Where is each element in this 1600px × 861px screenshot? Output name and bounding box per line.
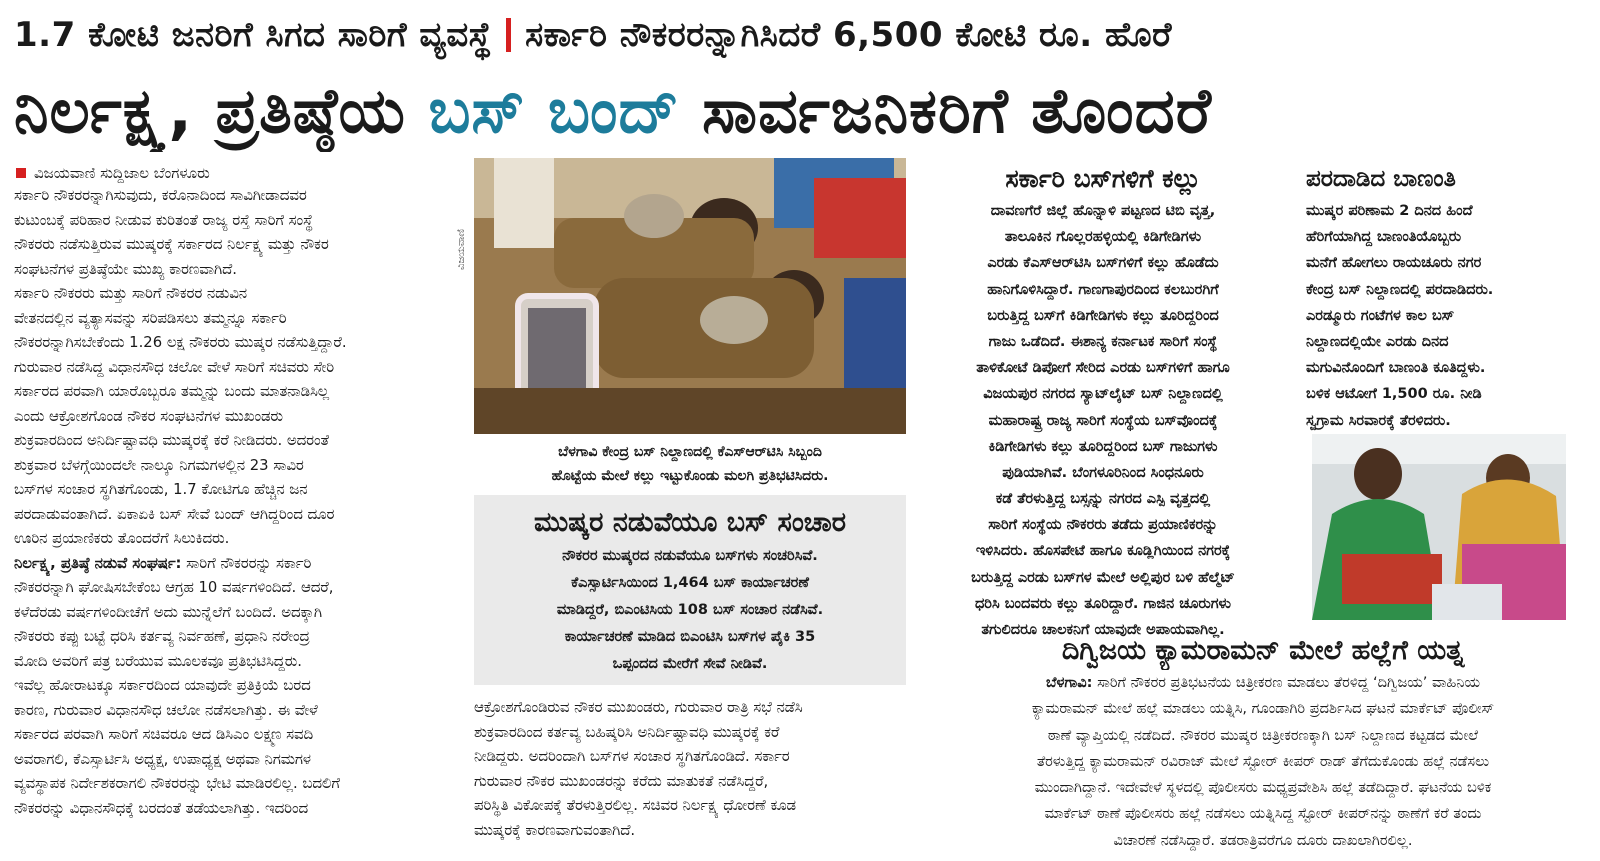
headline-accent: ಬಸ್ ಬಂದ್: [428, 74, 680, 147]
main-story-line: ಊರಿನ ಪ್ರಯಾಣಿಕರು ತೊಂದರೆಗೆ ಸಿಲುಕಿದರು.: [14, 530, 230, 547]
main-story-line: ಸರ್ಕಾರದ ಪರವಾಗಿ ಯಾರೊಬ್ಬರೂ ತಮ್ಮನ್ನು ಬಂದು ಮಾತನಾಡಿಸಿಲ್ಲ: [14, 383, 330, 400]
byline: [16, 162, 446, 184]
camera-story-first-line: [940, 670, 1586, 696]
stone-story-line: ಧರಿಸಿ ಬಂದವರು ಕಲ್ಲು ತೂರಿದ್ದಾರೆ. ಗಾಜಿನ ಚೂರುಗಳು: [974, 595, 1232, 612]
main-story-column: [14, 184, 454, 854]
box-story-line: ನೌಕರರ ಮುಷ್ಕರದ ನಡುವೆಯೂ ಬಸ್‌ಗಳು ಸಂಚರಿಸಿವೆ.: [562, 548, 818, 564]
headline-part-1: ನಿರ್ಲಕ್ಷ್ಯ, ಪ್ರತಿಷ್ಠೆಯ: [14, 74, 429, 147]
mother-story-line: ಕೇಂದ್ರ ಬಸ್ ನಿಲ್ದಾಣದಲ್ಲಿ ಪರದಾಡಿದರು.: [1306, 281, 1494, 298]
photo-credit: ವಿಜಯವಾಣಿ: [456, 229, 467, 270]
main-story-line: ವೇತನದಲ್ಲಿನ ವ್ಯತ್ಯಾಸವನ್ನು ಸರಿಪಡಿಸಲು ತಮ್ಮನ್ನೂ ಸರ್ಕಾರಿ: [14, 309, 287, 327]
main-story-subhead: ನಿರ್ಲಕ್ಷ್ಯ, ಪ್ರತಿಷ್ಠೆ ನಡುವೆ ಸಂಘರ್ಷ:: [14, 554, 182, 572]
stone-story-line: ಹಾನಿಗೊಳಿಸಿದ್ದಾರೆ. ಗಾಣಗಾಪುರದಿಂದ ಕಲಬುರಗಿಗೆ: [987, 281, 1219, 298]
stone-story-line: ಬರುತ್ತಿದ್ದ ಎರಡು ಬಸ್‌ಗಳ ಮೇಲೆ ಅಲ್ಲಿಪುರ ಬಳಿ ಹೆಲ್ಮೆಟ್: [971, 569, 1235, 586]
stone-story-line: ಇಳಿಸಿದರು. ಹೊಸಪೇಟೆ ಹಾಗೂ ಕೂಡ್ಲಿಗಿಯಿಂದ ನಗರಕ್ಕೆ: [975, 543, 1231, 560]
box-story-line: ಮಾಡಿದ್ದರೆ, ಬಿಎಂಟಿಸಿಯ 108 ಬಸ್ ಸಂಚಾರ ನಡೆಸಿವೆ.: [556, 602, 824, 618]
strap-headline: [14, 6, 1586, 64]
camera-story-body: [940, 670, 1586, 854]
main-story-line: ಸರ್ಕಾರದ ಪರವಾಗಿ ಸಾರಿಗೆ ಸಚಿವರೂ ಆದ ಡಿಸಿಎಂ ಲಕ್ಷ್ಮಣ ಸವದಿ: [14, 726, 314, 743]
stone-story-line: ಕಿಡಿಗೇಡಿಗಳು ಕಲ್ಲು ತೂರಿದ್ದರಿಂದ ಬಸ್ ಗಾಜುಗಳು: [988, 438, 1218, 455]
stone-story-title: ಸರ್ಕಾರಿ ಬಸ್‌ಗಳಿಗೆ ಕಲ್ಲು: [1005, 164, 1201, 193]
camera-story-line: ತೆರಳುತ್ತಿದ್ದ ಕ್ಯಾಮರಾಮನ್ ರವಿರಾಜ್ ಮೇಲೆ ಸ್ಟೋರ್ ಕೀಪರ್ ರಾಡ್ ತೆಗೆದುಕೊಂಡು ಹಲ್ಲೆ ನಡೆಸಲು: [1036, 753, 1490, 770]
strap-left-text: 1.7 ಕೋಟಿ ಜನರಿಗೆ ಸಿಗದ ಸಾರಿಗೆ ವ್ಯವಸ್ಥೆ: [14, 15, 493, 55]
main-story-line: ಶುಕ್ರವಾರ ಬೆಳಗ್ಗೆಯಿಂದಲೇ ನಾಲ್ಕೂ ನಿಗಮಗಳಲ್ಲಿನ 23 ಸಾವಿರ: [14, 456, 304, 474]
main-story-line: ಸರ್ಕಾರಿ ನೌಕರರನ್ನಾಗಿಸುವುದು, ಕರೊನಾದಿಂದ ಸಾವಿಗೀಡಾದವರ: [14, 187, 307, 204]
mother-photo-illustration: [1312, 434, 1566, 620]
continued-line: ಶುಕ್ರವಾರದಿಂದ ಕರ್ತವ್ಯ ಬಹಿಷ್ಕರಿಸಿ ಅನಿರ್ದಿಷ್ಟಾವಧಿ ಮುಷ್ಕರಕ್ಕೆ ಕರೆ: [474, 723, 780, 741]
cameraman-attack-story: [940, 632, 1586, 856]
main-story-line: ಮೋದಿ ಅವರಿಗೆ ಪತ್ರ ಬರೆಯುವ ಮೂಲಕವೂ ಪ್ರತಿಭಟಿಸಿದ್ದರು.: [14, 652, 302, 670]
main-story-line: ನೌಕರರು ನಡೆಸುತ್ತಿರುವ ಮುಷ್ಕರಕ್ಕೆ ಸರ್ಕಾರದ ನಿರ್ಲಕ್ಷ್ಯ ಮತ್ತು ನೌಕರ: [14, 236, 329, 253]
mother-story-body: [1306, 198, 1588, 434]
camera-story-title: ದಿಗ್ವಿಜಯ ಕ್ಯಾಮರಾಮನ್ ಮೇಲೆ ಹಲ್ಲೆಗೆ ಯತ್ನ: [1061, 635, 1465, 666]
main-story-line: ಎಂದು ಆಕ್ರೋಶಗೊಂಡ ನೌಕರ ಸಂಘಟನೆಗಳ ಮುಖಂಡರು: [14, 407, 283, 425]
main-story-line: ನೌಕರರನ್ನಾಗಿ ಘೋಷಿಸಬೇಕೆಂಬ ಆಗ್ರಹ 10 ವರ್ಷಗಳಿಂದಿದೆ. ಆದರೆ,: [14, 579, 334, 596]
main-story-line: ಸರ್ಕಾರಿ ನೌಕರರು ಮತ್ತು ಸಾರಿಗೆ ನೌಕರರ ನಡುವಿನ: [14, 285, 248, 302]
main-story-line: ಗುರುವಾರ ನಡೆಸಿದ್ದ ವಿಧಾನಸೌಧ ಚಲೋ ವೇಳೆ ಸಾರಿಗೆ ಸಚಿವರು ಸೇರಿ: [14, 358, 335, 376]
mother-story-line: ನಿಲ್ದಾಣದಲ್ಲಿಯೇ ಎರಡು ದಿನದ: [1306, 333, 1449, 350]
strap-separator: [506, 18, 511, 52]
box-story-line: ಕೆಎಸ್ಸಾರ್ಟಿಸಿಯಿಂದ 1,464 ಬಸ್ ಕಾರ್ಯಾಚರಣೆ: [571, 575, 809, 591]
main-story-line: ಸಂಘಟನೆಗಳ ಪ್ರತಿಷ್ಠೆಯೇ ಮುಖ್ಯ ಕಾರಣವಾಗಿದೆ.: [14, 260, 237, 278]
protest-photo-illustration: [474, 158, 906, 434]
main-story-line: ವ್ಯವಸ್ಥಾಪಕ ನಿರ್ದೇಶಕರಾಗಲಿ ನೌಕರರನ್ನು ಭೇಟಿ ಮಾಡಿರಲಿಲ್ಲ. ಬದಲಿಗೆ: [14, 775, 340, 792]
main-story-line: ಕುಟುಂಬಕ್ಕೆ ಪರಿಹಾರ ನೀಡುವ ಕುರಿತಂತೆ ರಾಜ್ಯ ರಸ್ತೆ ಸಾರಿಗೆ ಸಂಸ್ಥೆ: [14, 211, 314, 229]
stone-story-line: ಎರಡು ಕೆಎಸ್‌ಆರ್‌ಟಿಸಿ ಬಸ್‌ಗಳಿಗೆ ಕಲ್ಲು ಹೊಡೆದು: [987, 255, 1219, 272]
continued-line: ಗುರುವಾರ ನೌಕರ ಮುಖಂಡರನ್ನು ಕರೆದು ಮಾತುಕತೆ ನಡೆಸಿದ್ದರೆ,: [474, 772, 769, 790]
stone-story-line: ಬರುತ್ತಿದ್ದ ಬಸ್‌ಗೆ ಕಿಡಿಗೇಡಿಗಳು ಕಲ್ಲು ತೂರಿದ್ದರಿಂದ: [987, 307, 1219, 324]
main-headline: [14, 70, 1586, 152]
stone-story-line: ದಾವಣಗೆರೆ ಜಿಲ್ಲೆ ಹೊನ್ನಾಳಿ ಪಟ್ಟಣದ ಟಿಬಿ ವೃತ್ತ,: [990, 203, 1216, 219]
stone-story-line: ತಾಲೂಕಿನ ಗೊಲ್ಲರಹಳ್ಳಿಯಲ್ಲಿ ಕಿಡಿಗೇಡಿಗಳು: [1004, 229, 1202, 246]
stone-story-line: ತಾಳಿಕೋಟೆ ಡಿಪೋಗೆ ಸೇರಿದ ಎರಡು ಬಸ್‌ಗಳಿಗೆ ಹಾಗೂ: [976, 360, 1230, 377]
mother-story-title: ಪರದಾಡಿದ ಬಾಣಂತಿ: [1306, 166, 1456, 192]
camera-story-dateline: ಬೆಳಗಾವಿ:: [1045, 675, 1093, 691]
camera-story-line: ಕ್ಯಾಮರಾಮನ್ ಮೇಲೆ ಹಲ್ಲೆ ಮಾಡಲು ಯತ್ನಿಸಿ, ಗೂಂಡಾಗಿರಿ ಪ್ರದರ್ಶಿಸಿದ ಘಟನೆ ಮಾರ್ಕೆಟ್ ಪೊಲೀಸ್: [1031, 701, 1495, 718]
stone-story-line: ಸಾರಿಗೆ ಸಂಸ್ಥೆಯ ನೌಕರರು ತಡೆದು ಪ್ರಯಾಣಿಕರನ್ನು: [988, 517, 1218, 534]
box-story-line: ಕಾರ್ಯಾಚರಣೆ ಮಾಡಿದ ಬಿಎಂಟಿಸಿ ಬಸ್‌ಗಳ ಪೈಕಿ 35: [564, 629, 816, 645]
continued-line: ಪರಿಸ್ಥಿತಿ ವಿಕೋಪಕ್ಕೆ ತೆರಳುತ್ತಿರಲಿಲ್ಲ. ಸಚಿವರ ನಿರ್ಲಕ್ಷ್ಯ ಧೋರಣೆ ಕೂಡ: [474, 797, 796, 814]
box-story-body: [488, 543, 892, 678]
mother-story-line: ಬಳಿಕ ಆಟೋಗೆ 1,500 ರೂ. ನೀಡಿ: [1306, 386, 1482, 403]
protest-photo: [474, 158, 906, 434]
continued-line: ಮುಷ್ಕರಕ್ಕೆ ಕಾರಣವಾಗುವಂತಾಗಿದೆ.: [474, 821, 636, 839]
stone-story-line: ತಗುಲಿದರೂ ಚಾಲಕನಿಗೆ ಯಾವುದೇ ಅಪಾಯವಾಗಿಲ್ಲ.: [981, 622, 1225, 638]
box-story-title: ಮುಷ್ಕರ ನಡುವೆಯೂ ಬಸ್ ಸಂಚಾರ: [533, 507, 847, 538]
main-story-line: ಸಾರಿಗೆ ನೌಕರರನ್ನು ಸರ್ಕಾರಿ: [186, 554, 312, 572]
main-story-line: ಅವರಾಗಲಿ, ಕೆಎಸ್ಸಾರ್ಟಿಸಿ ಅಧ್ಯಕ್ಷ, ಉಪಾಧ್ಯಕ್ಷ ಅಥವಾ ನಿಗಮಗಳ: [14, 750, 311, 768]
mother-photo: [1312, 434, 1566, 620]
stone-story-line: ಪುಡಿಯಾಗಿವೆ. ಬೆಂಗಳೂರಿನಿಂದ ಸಿಂಧನೂರು: [1002, 464, 1204, 481]
main-story-line: ನೌಕರರನ್ನು ವಿಧಾನಸೌಧಕ್ಕೆ ಬರದಂತೆ ತಡೆಯಲಾಗಿತ್ತು. ಇದರಿಂದ: [14, 799, 309, 817]
main-story-continued: [474, 696, 906, 856]
strap-right-text: ಸರ್ಕಾರಿ ನೌಕರರನ್ನಾಗಿಸಿದರೆ 6,500 ಕೋಟಿ ರೂ. ಹೊರೆ: [525, 15, 1172, 55]
camera-story-line: ವಿಚಾರಣೆ ನಡೆಸಿದ್ದಾರೆ. ತಡರಾತ್ರಿವರೆಗೂ ದೂರು ದಾಖಲಾಗಿರಲಿಲ್ಲ.: [1113, 832, 1413, 849]
mother-story-line: ಮಗುವಿನೊಂದಿಗೆ ಬಾಣಂತಿ ಕೂತಿದ್ದಳು.: [1306, 360, 1486, 377]
box-story-line: ಒಪ್ಪಂದದ ಮೇರೆಗೆ ಸೇವೆ ನೀಡಿವೆ.: [612, 656, 768, 672]
caption-line: ಬೆಳಗಾವಿ ಕೇಂದ್ರ ಬಸ್ ನಿಲ್ದಾಣದಲ್ಲಿ ಕೆಎಸ್‌ಆರ್‌ಟಿಸಿ ಸಿಬ್ಬಂದಿ: [558, 444, 822, 460]
main-story-line: ಕಾರಣ, ಗುರುವಾರ ವಿಧಾನಸೌಧ ಚಲೋ ನಡೆಸಲಾಗಿತ್ತು. ಈ ವೇಳೆ: [14, 701, 318, 719]
stone-pelting-story: [922, 160, 1284, 638]
stone-story-line: ಕಡೆ ತೆರಳುತ್ತಿದ್ದ ಬಸ್ಸನ್ನು ನಗರದ ಎಸ್ಪಿ ವೃತ್ತದಲ್ಲಿ: [995, 491, 1211, 508]
continued-line: ನೀಡಿದ್ದರು. ಅದರಿಂದಾಗಿ ಬಸ್‌ಗಳ ಸಂಚಾರ ಸ್ಥಗಿತಗೊಂಡಿದೆ. ಸರ್ಕಾರ: [474, 748, 790, 765]
camera-story-line: ಮುಂದಾಗಿದ್ದಾನೆ. ಇದೇವೇಳೆ ಸ್ಥಳದಲ್ಲಿ ಪೊಲೀಸರು ಮಧ್ಯಪ್ರವೇಶಿಸಿ ಹಲ್ಲೆ ತಡೆದಿದ್ದಾರೆ. ಘಟನೆಯ ಬಳಿಕ: [1034, 780, 1492, 797]
mother-story-line: ಮುಷ್ಕರ ಪರಿಣಾಮ 2 ದಿನದ ಹಿಂದೆ: [1306, 203, 1473, 219]
stone-story-body: [922, 198, 1284, 643]
continued-line: ಆಕ್ರೋಶಗೊಂಡಿರುವ ನೌಕರ ಮುಖಂಡರು, ಗುರುವಾರ ರಾತ್ರಿ ಸಭೆ ನಡೆಸಿ: [474, 699, 803, 716]
caption-line: ಹೊಟ್ಟೆಯ ಮೇಲೆ ಕಲ್ಲು ಇಟ್ಟುಕೊಂಡು ಮಲಗಿ ಪ್ರತಿಭಟಿಸಿದರು.: [551, 468, 829, 484]
byline-square-icon: [16, 168, 26, 178]
stone-story-line: ವಿಜಯಪುರ ನಗರದ ಸ್ಯಾಟ್‌ಲೈಟ್ ಬಸ್ ನಿಲ್ದಾಣದಲ್ಲಿ: [983, 386, 1223, 403]
main-story-line: ಪರದಾಡುವಂತಾಗಿದೆ. ಏಕಾಏಕಿ ಬಸ್ ಸೇವೆ ಬಂದ್ ಆಗಿದ್ದರಿಂದ ದೂರ: [14, 505, 335, 523]
bus-service-box: [474, 495, 906, 685]
mother-story-line: ಹೆರಿಗೆಯಾಗಿದ್ದ ಬಾಣಂತಿಯೊಬ್ಬರು: [1306, 229, 1462, 246]
stone-story-line: ಗಾಜು ಒಡೆದಿದೆ. ಈಶಾನ್ಯ ಕರ್ನಾಟಕ ಸಾರಿಗೆ ಸಂಸ್ಥೆ: [988, 333, 1218, 350]
mother-story-line: ಸ್ವಗ್ರಾಮ ಸಿರವಾರಕ್ಕೆ ತೆರಳಿದರು.: [1306, 412, 1451, 429]
byline-text: ವಿಜಯವಾಣಿ ಸುದ್ದಿಜಾಲ ಬೆಂಗಳೂರು: [34, 164, 210, 182]
main-story-line: ನೌಕರರು ಕಪ್ಪು ಬಟ್ಟೆ ಧರಿಸಿ ಕರ್ತವ್ಯ ನಿರ್ವಹಣೆ, ಪ್ರಧಾನಿ ನರೇಂದ್ರ: [14, 628, 310, 645]
mother-story-line: ಎರಡ್ಮೂರು ಗಂಟೆಗಳ ಕಾಲ ಬಸ್: [1306, 307, 1455, 324]
camera-story-line: ಠಾಣೆ ವ್ಯಾಪ್ತಿಯಲ್ಲಿ ನಡೆದಿದೆ. ನೌಕರರ ಮುಷ್ಕರ ಚಿತ್ರೀಕರಣಕ್ಕಾಗಿ ಬಸ್ ನಿಲ್ದಾಣದ ಕಟ್ಟಡದ ಮೇಲೆ: [1047, 727, 1479, 744]
camera-story-line: ಸಾರಿಗೆ ನೌಕರರ ಪ್ರತಿಭಟನೆಯ ಚಿತ್ರೀಕರಣ ಮಾಡಲು ತೆರಳಿದ್ದ ‘ದಿಗ್ವಿಜಯ’ ವಾಹಿನಿಯ: [1092, 675, 1480, 691]
main-story-subhead-line: [14, 552, 454, 577]
main-story-line: ಬಸ್‌ಗಳ ಸಂಚಾರ ಸ್ಥಗಿತಗೊಂಡು, 1.7 ಕೋಟಿಗೂ ಹೆಚ್ಚಿನ ಜನ: [14, 481, 308, 498]
main-story-line: ಕಳೆದೆರಡು ವರ್ಷಗಳಿಂದೀಚೆಗೆ ಅದು ಮುನ್ನೆಲೆಗೆ ಬಂದಿದೆ. ಅದಕ್ಕಾಗಿ: [14, 603, 322, 621]
headline-part-2: ಸಾರ್ವಜನಿಕರಿಗೆ ತೊಂದರೆ: [679, 74, 1212, 147]
main-story-line: ಇವೆಲ್ಲ ಹೋರಾಟಕ್ಕೂ ಸರ್ಕಾರದಿಂದ ಯಾವುದೇ ಪ್ರತಿಕ್ರಿಯೆ ಬರದ: [14, 677, 311, 694]
mother-story-line: ಮನೆಗೆ ಹೋಗಲು ರಾಯಚೂರು ನಗರ: [1306, 255, 1482, 272]
protest-photo-caption: [474, 440, 906, 490]
new-mother-story: [1306, 160, 1588, 430]
main-story-line: ನೌಕರರನ್ನಾಗಿಸಬೇಕೆಂದು 1.26 ಲಕ್ಷ ನೌಕರರು ಮುಷ್ಕರ ನಡೆಸುತ್ತಿದ್ದಾರೆ.: [14, 334, 347, 351]
camera-story-line: ಮಾರ್ಕೆಟ್ ಠಾಣೆ ಪೊಲೀಸರು ಹಲ್ಲೆ ನಡೆಸಲು ಯತ್ನಿಸಿದ್ದ ಸ್ಟೋರ್ ಕೀಪರ್‌ನನ್ನು ಠಾಣೆಗೆ ಕರೆ ತಂದು: [1044, 806, 1482, 823]
main-story-line: ಶುಕ್ರವಾರದಿಂದ ಅನಿರ್ದಿಷ್ಟಾವಧಿ ಮುಷ್ಕರಕ್ಕೆ ಕರೆ ನೀಡಿದರು. ಅದರಂತೆ: [14, 432, 329, 449]
stone-story-line: ಮಹಾರಾಷ್ಟ್ರ ರಾಜ್ಯ ಸಾರಿಗೆ ಸಂಸ್ಥೆಯ ಬಸ್‌ವೊಂದಕ್ಕೆ: [988, 412, 1218, 429]
